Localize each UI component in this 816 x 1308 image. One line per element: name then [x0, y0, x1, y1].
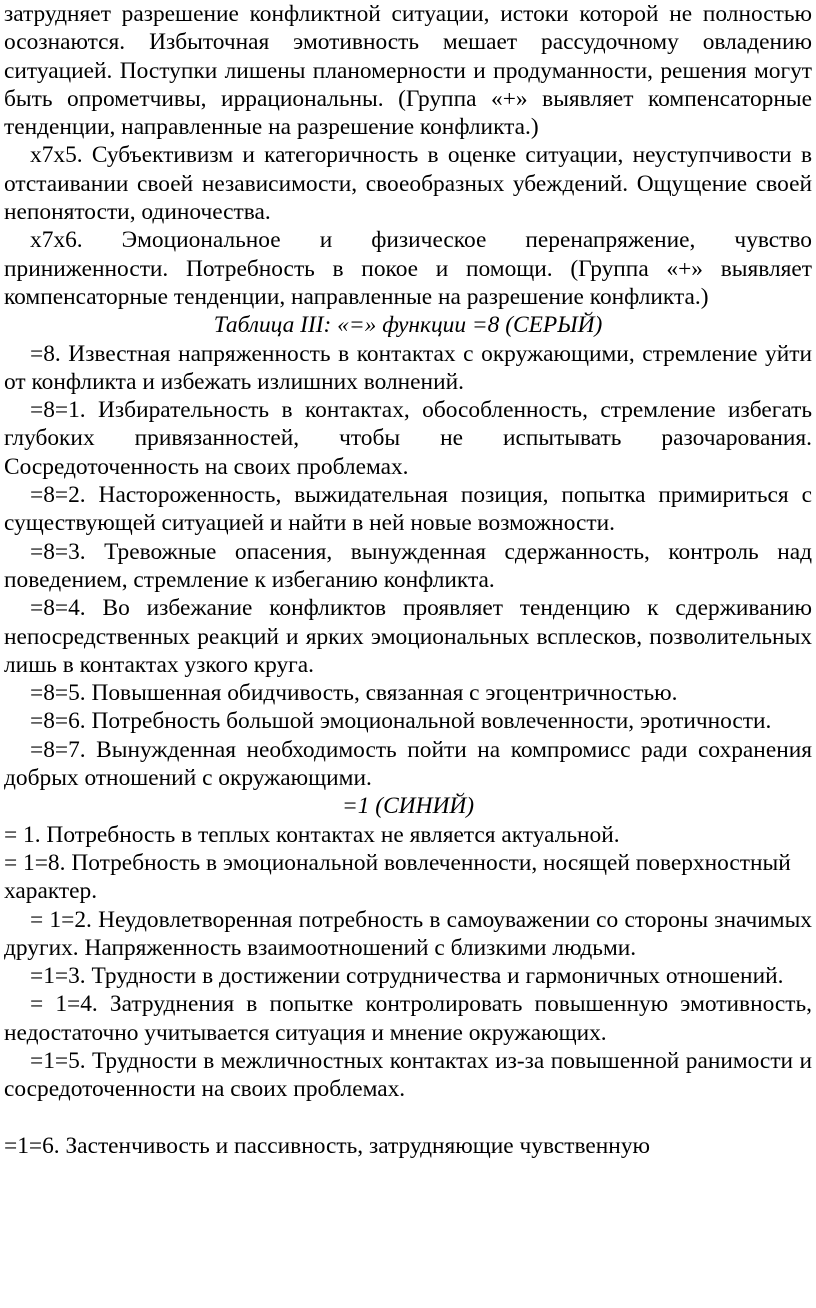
paragraph-continuation: затрудняет разрешение конфликтной ситуации, истоки которой не полностью осознаются. Избыточная эмотивность мешает рассудочному овладению ситуацией. Поступки лишены планомерности и продуманности, решения могут быть опрометчивы, иррациональны. (Группа «+» выявляет компенсаторные тенденции, направленные на разрешение конфликта.): [4, 1, 812, 141]
paragraph-eq1-eq6: =1=6. Застенчивость и пассивность, затрудняющие чувственную: [4, 1132, 650, 1159]
paragraph-eq1: = 1. Потребность в теплых контактах не является актуальной.: [4, 821, 620, 848]
paragraph-eq1-eq5: =1=5. Трудности в межличностных контактах из-за повышенной ранимости и сосредоточенности на своих проблемах.: [4, 1047, 812, 1103]
paragraph-eq8-eq4: =8=4. Во избежание конфликтов проявляет тенденцию к сдерживанию непосредственных реакций и ярких эмоциональных всплесков, позволительных лишь в контактах узкого круга.: [4, 595, 812, 678]
document-page: [4, 0, 812, 1160]
paragraph-eq1-eq4: = 1=4. Затруднения в попытке контролировать повышенную эмотивность, недостаточно учитывается ситуация и мнение окружающих.: [4, 991, 812, 1046]
paragraph-eq8-eq3: =8=3. Тревожные опасения, вынужденная сдержанность, контроль над поведением, стремление к избеганию конфликта.: [4, 538, 812, 593]
paragraph-x7x5: x7x5. Субъективизм и категоричность в оценке ситуации, неуступчивости в отстаивании своей независимости, своеобразных убеждений. Ощущение своей непонятости, одиночества.: [4, 142, 812, 226]
paragraph-eq8-eq5: =8=5. Повышенная обидчивость, связанная с эгоцентричностью.: [30, 680, 678, 707]
paragraph-eq1-eq3: =1=3. Трудности в достижении сотрудничества и гармоничных отношений.: [30, 963, 784, 990]
paragraph-eq8-eq6: =8=6. Потребность большой эмоциональной вовлеченности, эротичности.: [30, 708, 772, 735]
blank-line: [4, 1104, 812, 1132]
paragraph-eq8-eq1: =8=1. Избирательность в контактах, обособленность, стремление избегать глубоких привязанностей, чтобы не испытывать разочарования. Сосредоточенность на своих проблемах.: [4, 397, 812, 480]
paragraph-eq1-eq8: = 1=8. Потребность в эмоциональной вовлеченности, носящей поверхностный характер.: [4, 849, 791, 905]
paragraph-eq1-eq2: = 1=2. Неудовлетворенная потребность в самоуважении со стороны значимых других. Напряженность взаимоотношений с близкими людьми.: [4, 906, 812, 961]
table-caption-gray: Таблица III: «=» функции =8 (СЕРЫЙ): [213, 312, 603, 339]
paragraph-eq8-eq2: =8=2. Настороженность, выжидательная позиция, попытка примириться с существующей ситуацией и найти в ней новые возможности.: [4, 482, 812, 537]
paragraph-eq8-eq7: =8=7. Вынужденная необходимость пойти на компромисс ради сохранения добрых отношений с окружающими.: [4, 736, 812, 792]
paragraph-eq8: =8. Известная напряженность в контактах с окружающими, стремление уйти от конфликта и избежать излишних волнений.: [4, 340, 812, 395]
paragraph-x7x6: x7x6. Эмоциональное и физическое перенапряжение, чувство приниженности. Потребность в покое и помощи. (Группа «+» выявляет компенсаторные тенденции, направленные на разрешение конфликта.): [4, 227, 812, 310]
section-caption-blue: =1 (СИНИЙ): [341, 793, 475, 820]
